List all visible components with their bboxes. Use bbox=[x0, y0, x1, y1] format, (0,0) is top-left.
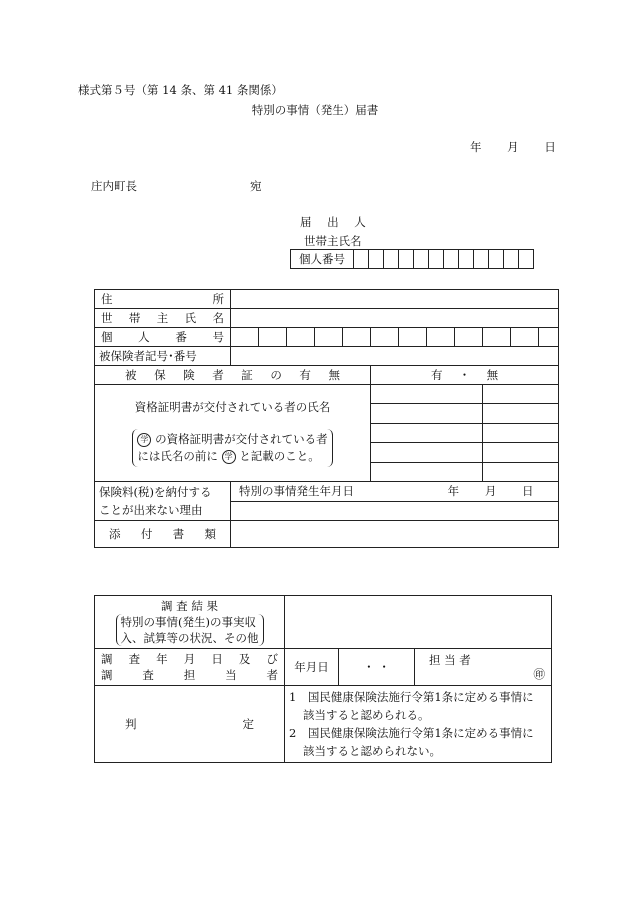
number-digit-box[interactable] bbox=[399, 328, 427, 347]
cert-holder-note: 学 の資格証明書が交付されている者 には氏名の前に 学 と記載のこと。 bbox=[132, 429, 332, 467]
number-digit-box[interactable] bbox=[519, 250, 534, 269]
cert-holder-name-field[interactable] bbox=[483, 462, 559, 481]
notifier-householder-label: 世帯主氏名 bbox=[304, 234, 362, 248]
number-digit-box[interactable] bbox=[483, 328, 511, 347]
option-no[interactable]: 無 bbox=[486, 368, 499, 382]
number-digit-box[interactable] bbox=[474, 250, 489, 269]
option-yes[interactable]: 有 bbox=[431, 368, 443, 382]
number-digit-box[interactable] bbox=[369, 250, 384, 269]
number-digit-box[interactable] bbox=[354, 250, 369, 269]
number-digit-box[interactable] bbox=[343, 328, 371, 347]
judgment-option-2[interactable]: 2 国民健康保険法施行令第1条に定める事情に 該当すると認められない。 bbox=[289, 726, 534, 758]
notifier-label: 届 出 人 bbox=[300, 215, 372, 229]
cert-holder-name-field[interactable] bbox=[371, 385, 483, 404]
date-day: 日 bbox=[544, 140, 556, 154]
judgment-label: 判 定 bbox=[95, 686, 285, 763]
number-digit-box[interactable] bbox=[455, 328, 483, 347]
cert-holder-name-field[interactable] bbox=[483, 423, 559, 442]
cert-holder-title: 資格証明書が交付されている者の氏名 bbox=[134, 400, 331, 414]
cert-mark-icon: 学 bbox=[222, 450, 236, 464]
reason-field[interactable] bbox=[231, 501, 559, 521]
householder-name-label: 世 帯 主 氏 名 bbox=[95, 309, 231, 328]
insurance-card-label: 被 保 険 者 証 の 有 無 bbox=[95, 366, 371, 385]
notifier-number-table bbox=[290, 249, 534, 269]
cert-holder-name-field[interactable] bbox=[483, 443, 559, 462]
date-month: 月 bbox=[507, 140, 519, 154]
separator: ・ bbox=[458, 368, 471, 382]
number-digit-box[interactable] bbox=[489, 250, 504, 269]
investigation-result-label: 調 査 結 果 特別の事情(発生)の事実収 入、試算等の状況、その他 bbox=[95, 596, 285, 649]
staff-label: 担 当 者 bbox=[429, 653, 471, 667]
attachments-field[interactable] bbox=[231, 521, 559, 548]
judgment-option-1[interactable]: 1 国民健康保険法施行令第1条に定める事情に 該当すると認められる。 bbox=[289, 690, 534, 722]
householder-name-field[interactable] bbox=[231, 309, 559, 328]
number-digit-box[interactable] bbox=[399, 250, 414, 269]
form-number: 様式第５号（第 14 条、第 41 条関係） bbox=[78, 83, 283, 97]
address-label: 住 所 bbox=[95, 290, 231, 309]
number-digit-box[interactable] bbox=[539, 328, 559, 347]
main-form-table bbox=[94, 289, 559, 548]
occurrence-date-label: 特別の事情発生年月日 bbox=[239, 484, 354, 499]
occurrence-date: 年 月 日 bbox=[447, 484, 534, 499]
number-digit-box[interactable] bbox=[231, 328, 259, 347]
insured-number-field[interactable] bbox=[231, 347, 559, 366]
investigation-table bbox=[94, 595, 552, 763]
number-digit-box[interactable] bbox=[459, 250, 474, 269]
attachments-label: 添 付 書 類 bbox=[95, 521, 231, 548]
survey-date-staff-label: 調 査 年 月 日 及 び 調 査 担 当 者 bbox=[95, 649, 285, 686]
addressee: 庄内町長 bbox=[91, 179, 137, 193]
notifier-number-label: 個人番号 bbox=[291, 250, 354, 269]
staff-field[interactable] bbox=[415, 649, 552, 686]
cert-holder-name-field[interactable] bbox=[371, 443, 483, 462]
investigation-result-note: 特別の事情(発生)の事実収 入、試算等の状況、その他 bbox=[116, 614, 264, 646]
number-digit-box[interactable] bbox=[444, 250, 459, 269]
cert-holder-name-field[interactable] bbox=[371, 404, 483, 423]
cert-mark-icon: 学 bbox=[137, 433, 151, 447]
number-digit-box[interactable] bbox=[429, 250, 444, 269]
cert-holder-label bbox=[95, 385, 371, 482]
cert-holder-name-field[interactable] bbox=[371, 423, 483, 442]
submission-date bbox=[470, 139, 556, 155]
individual-number-label: 個 人 番 号 bbox=[95, 328, 231, 347]
number-digit-box[interactable] bbox=[371, 328, 399, 347]
cert-holder-name-field[interactable] bbox=[483, 404, 559, 423]
insured-number-label: 被保険者記号･番号 bbox=[95, 347, 231, 366]
number-digit-box[interactable] bbox=[427, 328, 455, 347]
number-digit-box[interactable] bbox=[414, 250, 429, 269]
occurrence-date-row[interactable] bbox=[231, 482, 559, 502]
addressee-suffix: 宛 bbox=[250, 179, 262, 193]
survey-date-label: 年月日 bbox=[285, 649, 339, 686]
date-year: 年 bbox=[470, 140, 482, 154]
number-digit-box[interactable] bbox=[287, 328, 315, 347]
number-digit-box[interactable] bbox=[315, 328, 343, 347]
judgment-options[interactable] bbox=[285, 686, 552, 763]
insurance-card-yes-no[interactable] bbox=[371, 366, 559, 385]
reason-label: 保険料(税)を納付する ことが出来ない理由 bbox=[95, 482, 231, 521]
cert-holder-name-field[interactable] bbox=[371, 462, 483, 481]
page-title: 特別の事情（発生）届書 bbox=[251, 103, 379, 117]
number-digit-box[interactable] bbox=[259, 328, 287, 347]
survey-date-field[interactable]: ・ ・ bbox=[339, 649, 415, 686]
investigation-result-field[interactable] bbox=[285, 596, 552, 649]
address-field[interactable] bbox=[231, 290, 559, 309]
number-digit-box[interactable] bbox=[511, 328, 539, 347]
seal-mark: ㊞ bbox=[533, 667, 546, 681]
number-digit-box[interactable] bbox=[504, 250, 519, 269]
cert-holder-name-field[interactable] bbox=[483, 385, 559, 404]
number-digit-box[interactable] bbox=[384, 250, 399, 269]
